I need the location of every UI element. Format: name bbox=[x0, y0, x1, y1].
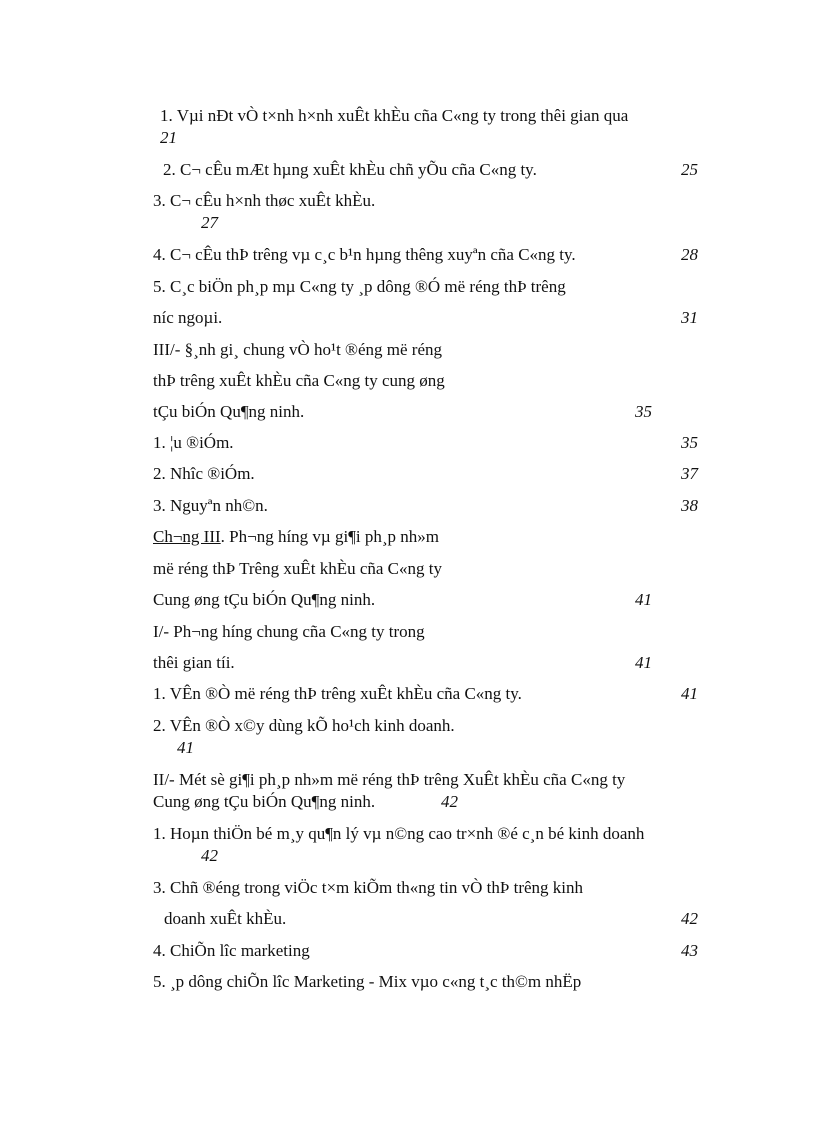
toc-chapter-3 bbox=[153, 527, 439, 547]
chapter-label: Ch¬ng III bbox=[153, 527, 221, 546]
toc-page-4: 28 bbox=[681, 245, 698, 264]
toc-entry-causes: 3. Nguyªn nh©n. bbox=[153, 496, 268, 515]
toc-page-c4: 43 bbox=[681, 941, 698, 960]
toc-entry-c3: 3. Chñ ®éng trong viÖc t×m kiÕm th«ng tin vÒ thÞ trêng kinh bbox=[153, 878, 584, 897]
toc-page-causes: 38 bbox=[681, 496, 698, 515]
toc-chapter-3-cont1: më réng thÞ Trêng xuÊt khÈu cña C«ng ty bbox=[153, 559, 442, 578]
toc-page-section-3: 35 bbox=[635, 402, 652, 421]
toc-entry-b2: 2. VÊn ®Ò x©y dùng kÕ ho¹ch kinh doanh. bbox=[153, 716, 455, 735]
toc-page-c3: 42 bbox=[681, 909, 698, 928]
toc-entry-3: 3. C¬ cÊu h×nh thøc xuÊt khÈu. bbox=[153, 191, 376, 210]
toc-entry-c4: 4. ChiÕn lîc marketing bbox=[153, 941, 310, 960]
toc-page-advantages: 35 bbox=[681, 433, 698, 452]
toc-entry-2: 2. C¬ cÊu mÆt hµng xuÊt khÈu chñ yÕu cña C«ng ty. bbox=[163, 160, 537, 179]
toc-entry-weaknesses: 2. Nhîc ®iÓm. bbox=[153, 464, 255, 483]
toc-section-1-cont: thêi gian tíi. bbox=[153, 653, 235, 672]
toc-entry-1: 1. Vµi nÐt vÒ t×nh h×nh xuÊt khÈu cña C«ng ty trong thêi gian qua bbox=[160, 106, 629, 125]
toc-entry-5: 5. C¸c biÖn ph¸p mµ C«ng ty ¸p dông ®Ó më réng thÞ trêng bbox=[153, 277, 566, 296]
toc-entry-5-cont: níc ngoµi. bbox=[153, 308, 223, 327]
toc-entry-4: 4. C¬ cÊu thÞ trêng vµ c¸c b¹n hµng thêng xuyªn cña C«ng ty. bbox=[153, 245, 576, 264]
toc-page-b2: 41 bbox=[177, 738, 194, 757]
toc-section-3-cont2: tÇu biÓn Qu¶ng ninh. bbox=[153, 402, 305, 421]
toc-page-section-2: 42 bbox=[441, 792, 458, 811]
toc-entry-b1: 1. VÊn ®Ò më réng thÞ trêng xuÊt khÈu cña C«ng ty. bbox=[153, 684, 522, 703]
toc-section-1: I/- Ph¬ng híng chung cña C«ng ty trong bbox=[153, 622, 425, 641]
toc-page-section-1: 41 bbox=[635, 653, 652, 672]
toc-page-c1: 42 bbox=[201, 846, 218, 865]
toc-page-chapter-3: 41 bbox=[635, 590, 652, 609]
toc-page-weaknesses: 37 bbox=[681, 464, 698, 483]
toc-page-2: 25 bbox=[681, 160, 698, 179]
toc-page-3: 27 bbox=[201, 213, 218, 232]
toc-section-2: II/- Mét sè gi¶i ph¸p nh»m më réng thÞ trêng XuÊt khÈu cña C«ng ty bbox=[153, 770, 626, 789]
toc-section-3: III/- §¸nh gi¸ chung vÒ ho¹t ®éng më réng bbox=[153, 340, 442, 359]
toc-section-3-cont1: thÞ trêng xuÊt khÈu cña C«ng ty cung øng bbox=[153, 371, 445, 390]
toc-chapter-3-cont2: Cung øng tÇu biÓn Qu¶ng ninh. bbox=[153, 590, 376, 609]
toc-entry-c3-cont: doanh xuÊt khÈu. bbox=[164, 909, 287, 928]
toc-section-2-cont: Cung øng tÇu biÓn Qu¶ng ninh. bbox=[153, 792, 376, 811]
toc-page-1: 21 bbox=[160, 128, 177, 147]
toc-entry-c5: 5. ¸p dông chiÕn lîc Marketing - Mix vµo c«ng t¸c th©m nhËp bbox=[153, 972, 582, 991]
chapter-title: . Ph¬ng híng vµ gi¶i ph¸p nh»m bbox=[220, 527, 440, 546]
toc-entry-advantages: 1. ¦u ®iÓm. bbox=[153, 433, 234, 452]
toc-page-5: 31 bbox=[681, 308, 698, 327]
toc-entry-c1: 1. Hoµn thiÖn bé m¸y qu¶n lý vµ n©ng cao tr×nh ®é c¸n bé kinh doanh bbox=[153, 824, 645, 843]
toc-page-b1: 41 bbox=[681, 684, 698, 703]
